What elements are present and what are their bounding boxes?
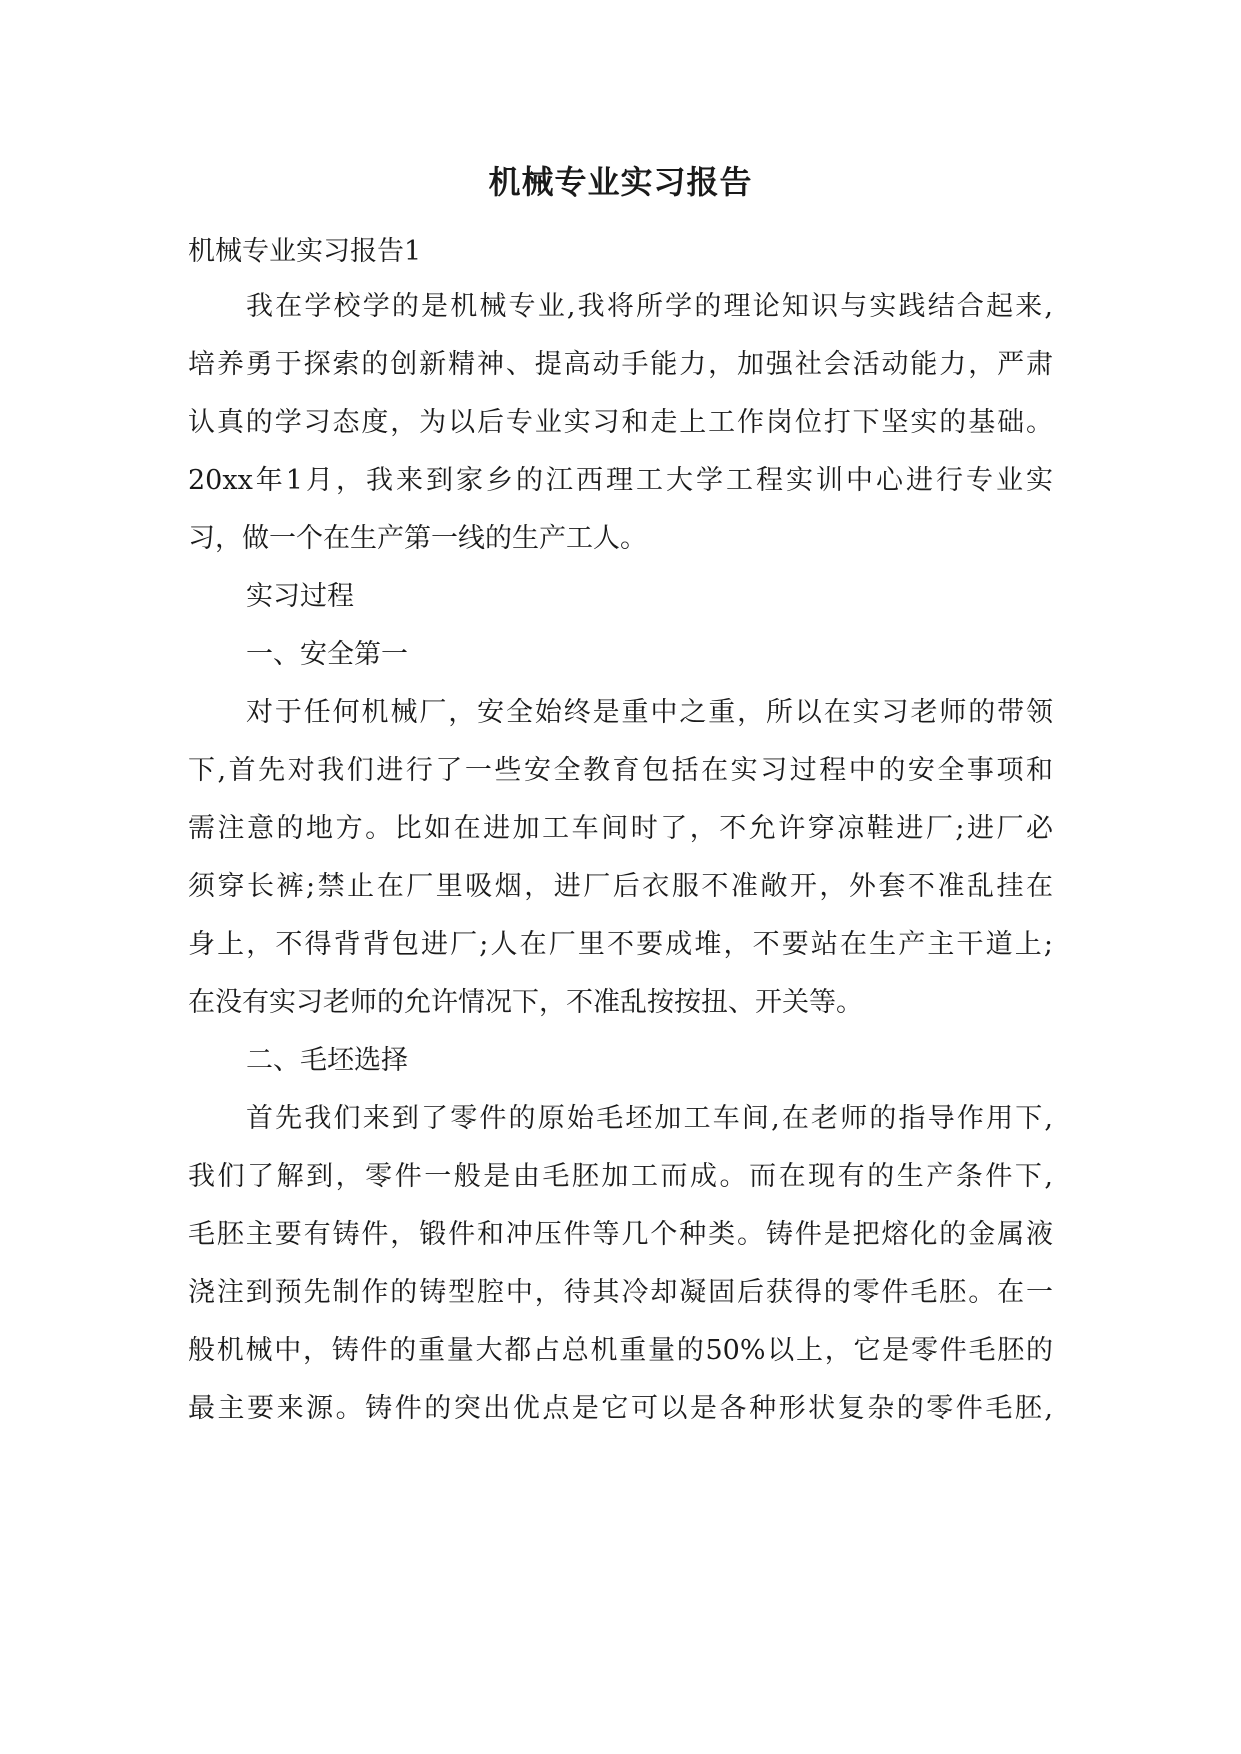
blank-line: 般机械中，铸件的重量大都占总机重量的50%以上，它是零件毛胚的 — [188, 1335, 1053, 1366]
intro-line: 习，做一个在生产第一线的生产工人。 — [188, 523, 647, 554]
section-heading-blank-selection: 二、毛坯选择 — [246, 1045, 408, 1076]
intro-line: 我在学校学的是机械专业,我将所学的理论知识与实践结合起来, — [246, 291, 1053, 322]
safety-line: 对于任何机械厂，安全始终是重中之重，所以在实习老师的带领 — [246, 697, 1053, 728]
blank-line: 毛胚主要有铸件，锻件和冲压件等几个种类。铸件是把熔化的金属液 — [188, 1219, 1053, 1250]
section-heading-process: 实习过程 — [246, 581, 354, 612]
blank-line: 我们了解到，零件一般是由毛胚加工而成。而在现有的生产条件下, — [188, 1161, 1053, 1192]
blank-line: 浇注到预先制作的铸型腔中，待其冷却凝固后获得的零件毛胚。在一 — [188, 1277, 1053, 1308]
safety-line: 须穿长裤;禁止在厂里吸烟，进厂后衣服不准敞开，外套不准乱挂在 — [188, 871, 1053, 902]
blank-line: 首先我们来到了零件的原始毛坯加工车间,在老师的指导作用下, — [246, 1103, 1053, 1134]
section-heading-safety: 一、安全第一 — [246, 639, 408, 670]
intro-line: 20xx年1月，我来到家乡的江西理工大学工程实训中心进行专业实 — [188, 465, 1053, 496]
safety-line: 需注意的地方。比如在进加工车间时了，不允许穿凉鞋进厂;进厂必 — [188, 813, 1053, 844]
intro-line: 培养勇于探索的创新精神、提高动手能力，加强社会活动能力，严肃 — [188, 349, 1053, 380]
blank-line: 最主要来源。铸件的突出优点是它可以是各种形状复杂的零件毛胚, — [188, 1393, 1053, 1424]
safety-line: 身上，不得背背包进厂;人在厂里不要成堆，不要站在生产主干道上; — [188, 929, 1053, 960]
document-title: 机械专业实习报告 — [488, 163, 753, 201]
safety-line: 在没有实习老师的允许情况下，不准乱按按扭、开关等。 — [188, 987, 863, 1018]
report-subtitle: 机械专业实习报告1 — [188, 236, 422, 267]
intro-line: 认真的学习态度，为以后专业实习和走上工作岗位打下坚实的基础。 — [188, 407, 1053, 438]
safety-line: 下,首先对我们进行了一些安全教育包括在实习过程中的安全事项和 — [188, 755, 1053, 786]
